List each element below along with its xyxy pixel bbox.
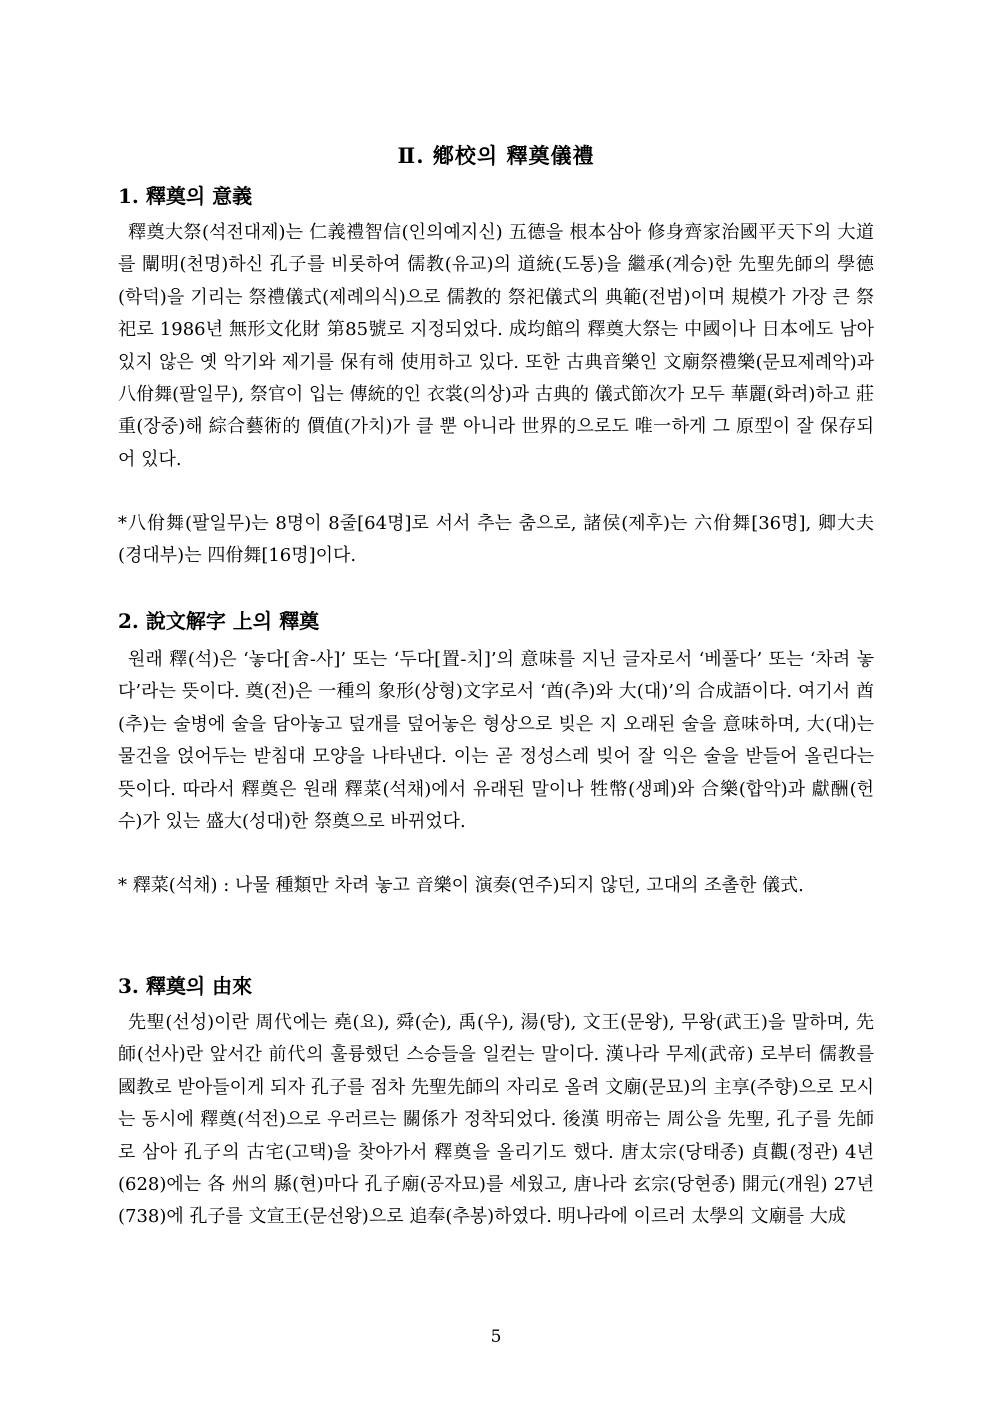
chapter-title: Ⅱ. 鄕校의 釋奠儀禮 — [397, 143, 595, 168]
section-note-2: * 釋菜(석채) : 나물 種類만 차려 놓고 音樂이 演奏(연주)되지 않던, 고대의 조촐한 儀式. — [118, 875, 804, 896]
section-heading-2: 2. 說文解字 上의 釋奠 — [118, 609, 320, 633]
section-paragraph-2: 원래 釋(석)은 ‘놓다[舍-사]’ 또는 ‘두다[置-치]’의 意味를 지닌 글자로서 ‘베풀다’ 또는 ‘차려 놓다’라는 뜻이다. 奠(전)은 一種의 象形(상형)文字로서 ‘酋(추)와 大(대)’의 合成語이다. 여기서 酋(추)는 술병에 술을 담아놓고 덮개를 덮어놓은 형상으로 빚은 지 오래된 술을 意味하며, 大(대)는 물건을 얹어두는 받침대 모양을 나타낸다. 이는 곧 정성스레 빚어 잘 익은 술을 받들어 올린다는 뜻이다. 따라서 釋奠은 원래 釋菜(석채)에서 유래된 말이나 牲幣(생폐)와 合樂(합악)과 獻酬(헌수)가 있는 盛大(성대)한 祭奠으로 바뀌었다. — [118, 649, 874, 833]
page-number: 5 — [490, 1327, 502, 1347]
section-heading-1: 1. 釋奠의 意義 — [118, 184, 253, 208]
section-note-1: *八佾舞(팔일무)는 8명이 8줄[64명]로 서서 추는 춤으로, 諸侯(제후)는 六佾舞[36명], 卿大夫(경대부)는 四佾舞[16명]이다. — [118, 513, 874, 567]
section-heading-3: 3. 釋奠의 由來 — [118, 974, 253, 998]
section-paragraph-1: 釋奠大祭(석전대제)는 仁義禮智信(인의예지신) 五德을 根本삼아 修身齊家治國平天下의 大道를 闡明(천명)하신 孔子를 비롯하여 儒教(유교)의 道統(도통)을 繼承(계승)한 先聖先師의 學德(학덕)을 기리는 祭禮儀式(제례의식)으로 儒教的 祭祀儀式의 典範(전범)이며 規模가 가장 큰 祭祀로 1986년 無形文化財 第85號로 지정되었다. 成均館의 釋奠大祭는 中國이나 日本에도 남아있지 않은 옛 악기와 제기를 保有해 使用하고 있다. 또한 古典音樂인 文廟祭禮樂(문묘제례악)과 八佾舞(팔일무), 祭官이 입는 傳統的인 衣裳(의상)과 古典的 儀式節次가 모두 華麗(화려)하고 莊重(장중)해 綜合藝術的 價值(가치)가 클 뿐 아니라 世界的으로도 唯一하게 그 原型이 잘 保存되어 있다. — [118, 222, 874, 470]
section-paragraph-3: 先聖(선성)이란 周代에는 堯(요), 舜(순), 禹(우), 湯(탕), 文王(문왕), 무왕(武王)을 말하며, 先師(선사)란 앞서간 前代의 훌륭했던 스승들을 일컫는 말이다. 漢나라 무제(武帝) 로부터 儒教를 國教로 받아들이게 되자 孔子를 점차 先聖先師의 자리로 올려 文廟(문묘)의 主享(주향)으로 모시는 동시에 釋奠(석전)으로 우러르는 關係가 정착되었다. 後漢 明帝는 周公을 先聖, 孔子를 先師로 삼아 孔子의 古宅(고택)을 찾아가서 釋奠을 올리기도 했다. 唐太宗(당태종) 貞觀(정관) 4년(628)에는 各 州의 縣(현)마다 孔子廟(공자묘)를 세웠고, 唐나라 玄宗(당현종) 開元(개원) 27년(738)에 孔子를 文宣王(문선왕)으로 追奉(추봉)하였다. 明나라에 이르러 太學의 文廟를 大成 — [118, 1012, 874, 1228]
